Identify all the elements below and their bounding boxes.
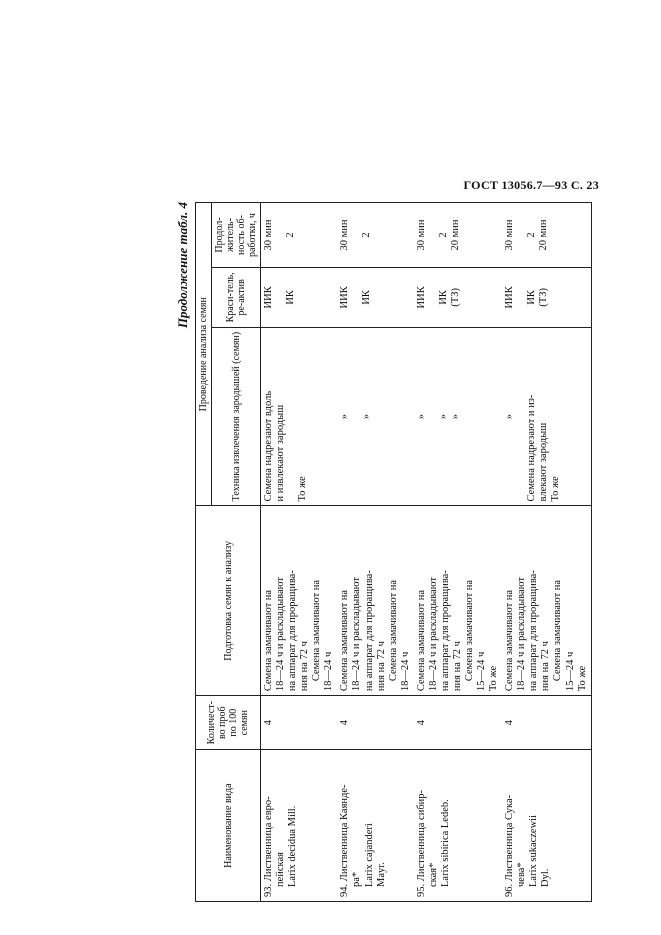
fixative-cell bbox=[261, 268, 338, 328]
cell-line: 30 мин bbox=[263, 219, 274, 251]
cell-line bbox=[351, 207, 361, 263]
cell-line: ская* bbox=[427, 862, 439, 887]
cell-line: Larix sukaczewii bbox=[528, 814, 540, 887]
cell-line: и извлекают зародыш bbox=[275, 404, 287, 502]
cell-line: на аппарат для проращива- bbox=[528, 570, 540, 692]
species-name-cell bbox=[261, 750, 338, 902]
species-name-cell bbox=[502, 750, 591, 902]
cell-line bbox=[516, 207, 526, 263]
cell-line: ния на 72 ч bbox=[540, 641, 552, 692]
cell-line: Семена замачивают на bbox=[387, 579, 399, 682]
cell-line bbox=[275, 272, 285, 323]
technique-cell bbox=[337, 327, 413, 506]
duration-cell bbox=[502, 203, 591, 268]
technique-cell bbox=[502, 327, 591, 506]
rotated-table-block bbox=[175, 202, 605, 902]
col-header-duration: Продол-житель-ность об-работки, ч bbox=[212, 203, 261, 268]
cell-line: (ТЗ) bbox=[449, 288, 461, 307]
cell-line: 18—24 ч и раскладывают bbox=[275, 577, 287, 692]
cell-line: Семена замачивают на bbox=[552, 579, 564, 682]
preparation-cell bbox=[261, 506, 338, 696]
col-header-name: Наименование вида bbox=[196, 750, 261, 902]
col-header-samples: Количест-во проб по 100 семян bbox=[196, 696, 261, 750]
cell-line: 20 мин bbox=[538, 219, 550, 251]
technique-cell bbox=[261, 327, 338, 506]
cell-line: » bbox=[437, 413, 449, 420]
cell-line: То же bbox=[488, 665, 500, 692]
cell-line: » bbox=[449, 413, 461, 420]
col-header-analysis-group: Проведение анализа семян bbox=[196, 203, 212, 506]
cell-line: на аппарат для проращива- bbox=[439, 570, 451, 692]
cell-line bbox=[287, 332, 297, 502]
cell-line: 30 мин bbox=[339, 219, 351, 251]
cell-line bbox=[516, 272, 526, 323]
cell-line bbox=[351, 332, 361, 502]
cell-line: ИК bbox=[526, 290, 538, 305]
cell-line: » bbox=[504, 413, 516, 420]
cell-line: 20 мин bbox=[449, 219, 461, 251]
cell-line: на аппарат для проращива- bbox=[363, 570, 375, 692]
cell-line: (ТЗ) bbox=[538, 288, 550, 307]
cell-line bbox=[351, 272, 361, 323]
cell-line: 2 bbox=[526, 232, 538, 238]
cell-line: Семена замачивают на bbox=[504, 589, 516, 692]
cell-line: 30 мин bbox=[504, 219, 516, 251]
cell-line: Семена замачивают на bbox=[464, 579, 475, 682]
cell-line: 18—24 ч bbox=[323, 651, 335, 692]
cell-line: Larix sibirica Ledeb. bbox=[439, 799, 451, 887]
cell-line: ИК bbox=[285, 290, 297, 305]
preparation-cell bbox=[414, 506, 502, 696]
samples-count-cell: 4 bbox=[502, 696, 591, 750]
cell-line: 2 bbox=[361, 232, 373, 238]
cell-line: ния на 72 ч bbox=[375, 641, 387, 692]
cell-line: ра* bbox=[351, 871, 363, 887]
cell-line: То же bbox=[550, 476, 562, 502]
cell-line: чева* bbox=[516, 862, 528, 887]
cell-line: Семена замачивают на bbox=[311, 579, 323, 682]
cell-line: пейская bbox=[275, 852, 287, 887]
cell-line: 18—24 ч bbox=[399, 651, 411, 692]
cell-line: 18—24 ч и раскладывают bbox=[427, 577, 439, 692]
duration-cell bbox=[337, 203, 413, 268]
table-row bbox=[261, 203, 338, 902]
cell-line: То же bbox=[576, 665, 588, 692]
cell-line: 30 мин bbox=[415, 219, 427, 251]
cell-line bbox=[428, 272, 438, 323]
cell-line: То же bbox=[297, 476, 309, 502]
col-header-preparation: Подготовка семян к анализу bbox=[196, 506, 261, 696]
cell-line: 2 bbox=[285, 232, 297, 238]
cell-line: Dyl. bbox=[540, 868, 552, 887]
cell-line bbox=[516, 332, 526, 502]
table-body bbox=[261, 203, 592, 902]
cell-line: » bbox=[415, 413, 427, 420]
cell-line: Larix cajanderi bbox=[363, 823, 375, 887]
duration-cell bbox=[261, 203, 338, 268]
cell-line: » bbox=[339, 413, 351, 420]
cell-line: ИИК bbox=[415, 286, 427, 309]
cell-line: Larix decidua Mill. bbox=[287, 805, 299, 887]
cell-line: 15—24 ч bbox=[564, 651, 576, 692]
col-header-technique: Техника извлечения зародышей (семян) bbox=[212, 327, 261, 506]
duration-cell bbox=[414, 203, 502, 268]
cell-line bbox=[428, 332, 438, 502]
cell-line: на аппарат для проращива- bbox=[287, 570, 299, 692]
samples-count-cell: 4 bbox=[337, 696, 413, 750]
cell-line: влекают зародыш bbox=[538, 422, 550, 502]
cell-line: Семена замачивают на bbox=[339, 589, 351, 692]
cell-line: ния на 72 ч bbox=[451, 641, 463, 692]
table-row bbox=[337, 203, 413, 902]
cell-line: Семена замачивают на bbox=[263, 589, 274, 692]
table-row bbox=[502, 203, 591, 902]
fixative-cell bbox=[414, 268, 502, 328]
table-continuation-label: Продолжение табл. 4 bbox=[175, 202, 190, 329]
samples-count-cell: 4 bbox=[261, 696, 338, 750]
species-name-cell bbox=[414, 750, 502, 902]
cell-line: ния на 72 ч bbox=[299, 641, 311, 692]
cell-line: 96. Лиственница Сука- bbox=[504, 794, 516, 897]
cell-line: ИК bbox=[361, 290, 373, 305]
cell-line: Семена надрезают вдоль bbox=[263, 390, 274, 502]
cell-line: ИИК bbox=[504, 286, 516, 309]
cell-line: Mayr. bbox=[375, 862, 387, 887]
col-header-fixative: Краси-тель, ре-актив bbox=[212, 268, 261, 328]
cell-line: 94. Лиственница Каянде- bbox=[339, 784, 351, 897]
cell-line: ИИК bbox=[339, 286, 351, 309]
fixative-cell bbox=[337, 268, 413, 328]
technique-cell bbox=[414, 327, 502, 506]
cell-line: 93. Лиственница евро- bbox=[263, 796, 274, 897]
cell-line: 15—24 ч bbox=[476, 651, 488, 692]
cell-line: ИИК bbox=[263, 286, 274, 309]
cell-line bbox=[428, 207, 438, 263]
cell-line: 95. Лиственница сибир- bbox=[415, 789, 427, 897]
cell-line: 18—24 ч и раскладывают bbox=[516, 577, 528, 692]
cell-line: » bbox=[361, 413, 373, 420]
cell-line: 18—24 ч и раскладывают bbox=[351, 577, 363, 692]
cell-line bbox=[275, 207, 285, 263]
species-name-cell bbox=[337, 750, 413, 902]
page-header: ГОСТ 13056.7—93 С. 23 bbox=[463, 178, 599, 192]
seed-analysis-table bbox=[195, 202, 592, 902]
fixative-cell bbox=[502, 268, 591, 328]
cell-line: 2 bbox=[437, 232, 449, 238]
cell-line: Семена надрезают и из- bbox=[526, 394, 538, 502]
cell-line: ИК bbox=[437, 290, 449, 305]
preparation-cell bbox=[502, 506, 591, 696]
table-row bbox=[414, 203, 502, 902]
preparation-cell bbox=[337, 506, 413, 696]
samples-count-cell: 4 bbox=[414, 696, 502, 750]
cell-line: Семена замачивают на bbox=[415, 589, 427, 692]
